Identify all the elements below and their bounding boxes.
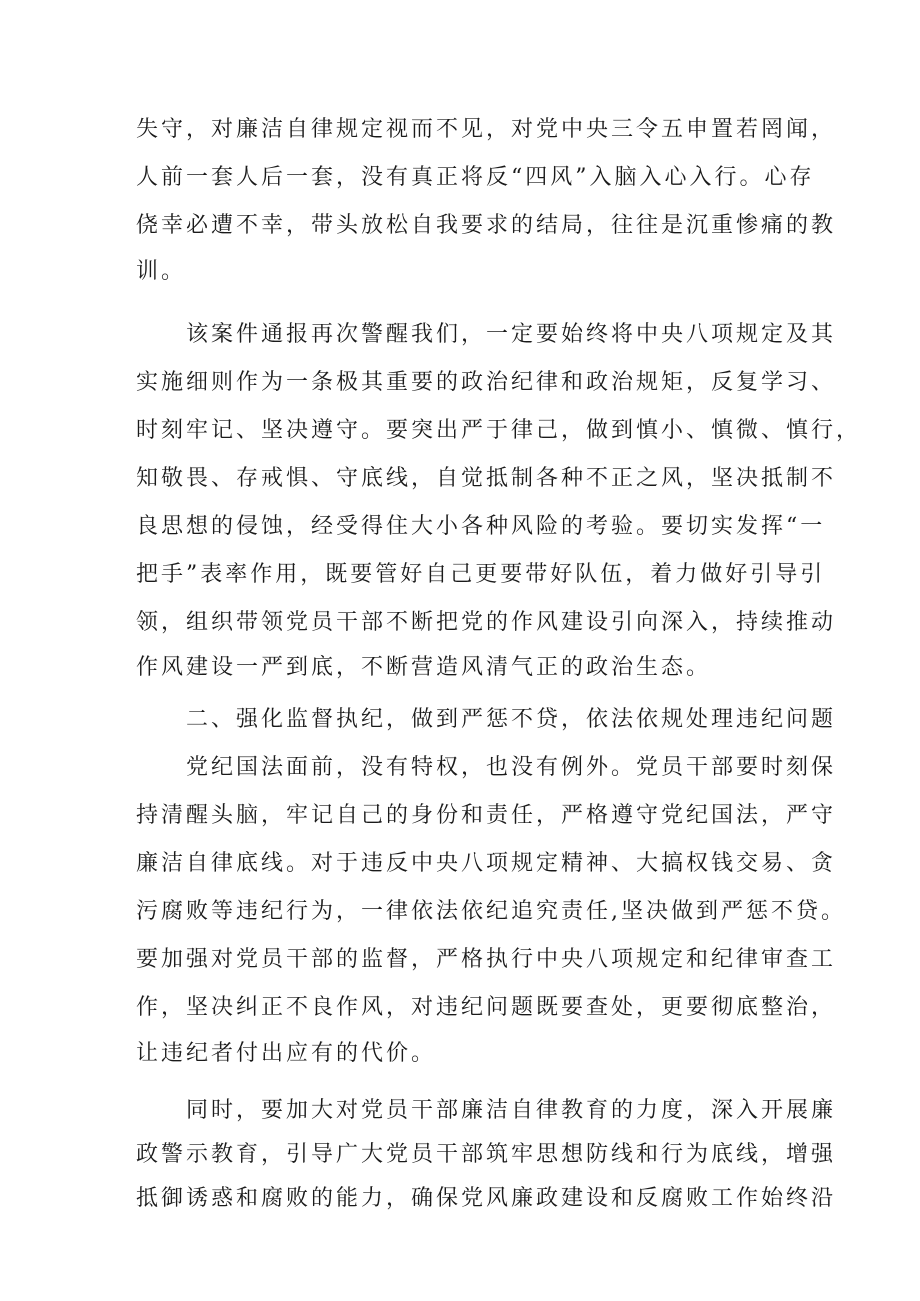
paragraph-2-line-4: 知敬畏、存戒惧、守底线，自觉抵制各种不正之风，坚决抵制不 [136, 466, 837, 491]
paragraph-4-line-1: 同时，要加大对党员干部廉洁自律教育的力度，深入开展廉 [186, 1098, 837, 1123]
paragraph-2-line-1: 该案件通报再次警醒我们，一定要始终将中央八项规定及其 [186, 322, 837, 347]
paragraph-1-line-3: 侥幸必遭不幸，带头放松自我要求的结局，往往是沉重惨痛的教 [136, 213, 837, 238]
paragraph-1-line-1: 失守，对廉洁自律规定视而不见，对党中央三令五申置若罔闻， [136, 117, 837, 142]
paragraph-2-line-7: 领，组织带领党员干部不断把党的作风建设引向深入，持续推动 [136, 610, 837, 635]
paragraph-1-line-2: 人前一套人后一套，没有真正将反“四风”入脑入心入行。心存 [136, 165, 815, 190]
paragraph-3-line-5: 要加强对党员干部的监督，严格执行中央八项规定和纪律审查工 [136, 947, 837, 972]
paragraph-1-line-4: 训。 [136, 259, 187, 284]
paragraph-3-line-6: 作，坚决纠正不良作风，对违纪问题既要查处，更要彻底整治， [136, 995, 837, 1020]
paragraph-2-line-3: 时刻牢记、坚决遵守。要突出严于律己，做到慎小、慎微、慎行， [136, 418, 862, 443]
paragraph-4-line-3: 抵御诱惑和腐败的能力，确保党风廉政建设和反腐败工作始终沿 [136, 1186, 837, 1211]
paragraph-3-line-2: 持清醒头脑，牢记自己的身份和责任，严格遵守党纪国法，严守 [136, 803, 837, 828]
paragraph-4-line-2: 政警示教育，引导广大党员干部筑牢思想防线和行为底线，增强 [136, 1142, 837, 1167]
paragraph-2-line-5: 良思想的侵蚀，经受得住大小各种风险的考验。要切实发挥“一 [136, 514, 826, 539]
paragraph-2-line-8: 作风建设一严到底，不断营造风清气正的政治生态。 [136, 655, 712, 680]
paragraph-3-line-7: 让违纪者付出应有的代价。 [136, 1041, 437, 1066]
paragraph-3-line-4: 污腐败等违纪行为，一律依法依纪追究责任,坚决做到严惩不贷。 [136, 899, 846, 924]
paragraph-2-line-2: 实施细则作为一条极其重要的政治纪律和政治规矩，反复学习、 [136, 370, 837, 395]
section-heading-2-text: 二、强化监督执纪，做到严惩不贷，依法依规处理违纪问题 [186, 707, 837, 732]
paragraph-2-line-6: 把手”表率作用，既要管好自己更要带好队伍，着力做好引导引 [136, 562, 826, 587]
paragraph-3-line-1: 党纪国法面前，没有特权，也没有例外。党员干部要时刻保 [186, 755, 837, 780]
paragraph-3-line-3: 廉洁自律底线。对于违反中央八项规定精神、大搞权钱交易、贪 [136, 851, 837, 876]
